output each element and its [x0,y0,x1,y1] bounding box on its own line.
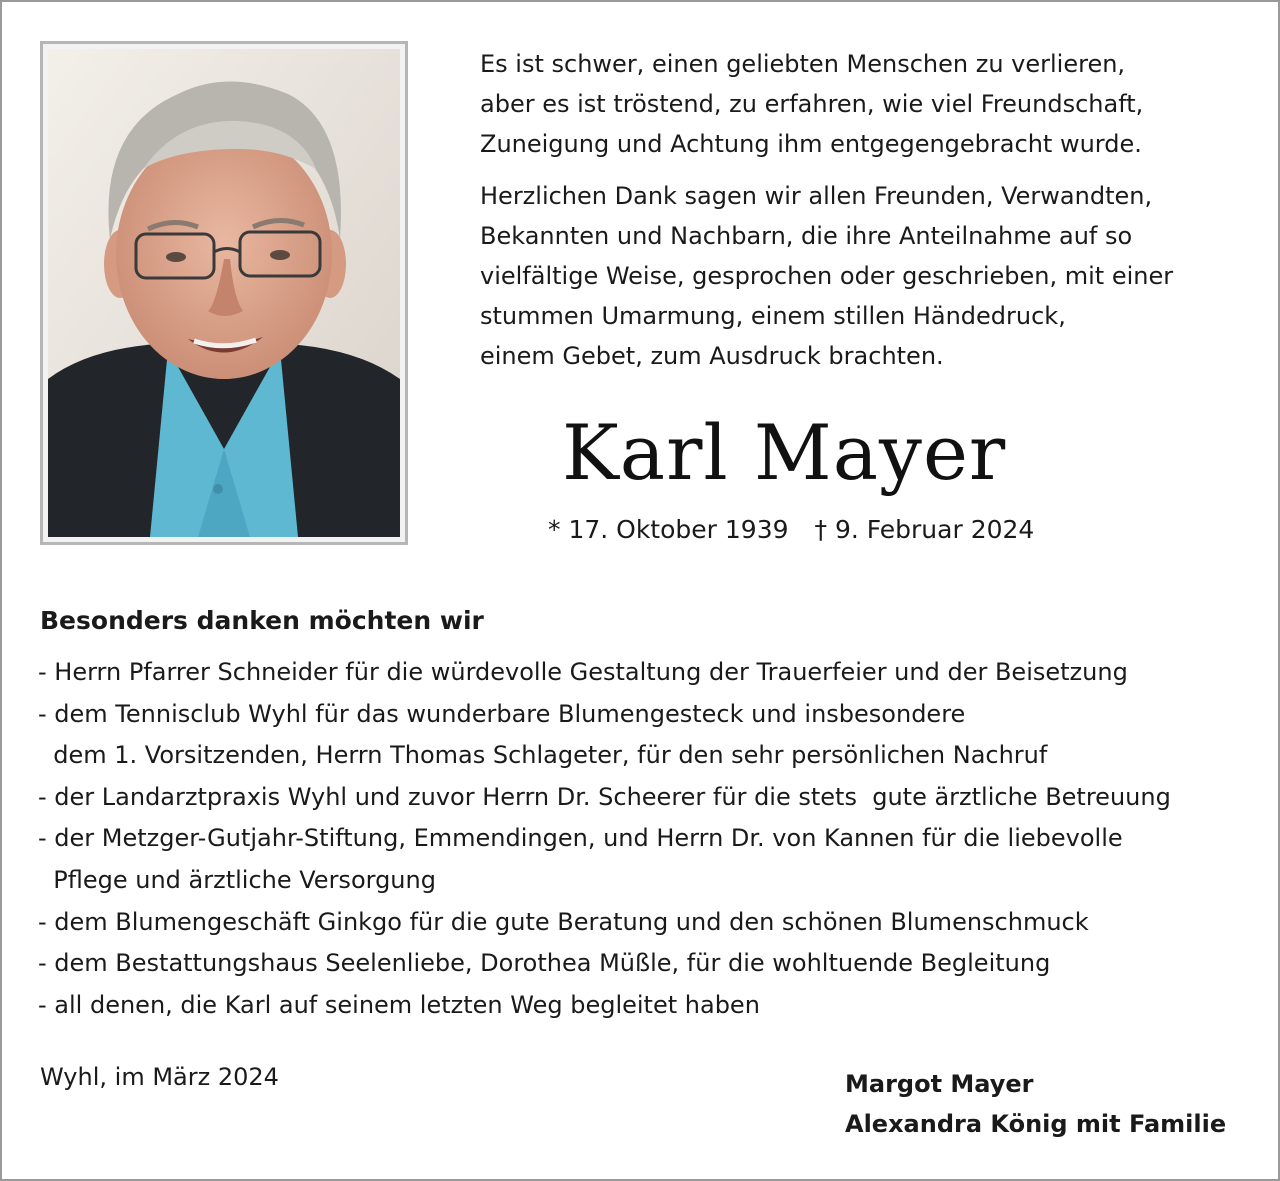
list-item: - Herrn Pfarrer Schneider für die würdevolle Gestaltung der Trauerfeier und der Beisetzung [38,658,1128,686]
list-item: - dem Blumengeschäft Ginkgo für die gute Beratung und den schönen Blumenschmuck [38,907,1089,936]
intro-line: Herzlichen Dank sagen wir allen Freunden, Verwandten, [480,182,1153,210]
list-item: - all denen, die Karl auf seinem letzten Weg begleitet haben [38,990,760,1019]
place-date: Wyhl, im März 2024 [40,1063,279,1091]
list-item: - der Metzger-Gutjahr-Stiftung, Emmendingen, und Herrn Dr. von Kannen für die liebevolle [38,824,1123,853]
list-item: - dem Tennisclub Wyhl für das wunderbare Blumengesteck und insbesondere [38,699,966,728]
portrait-photo [40,41,408,545]
thanks-list [38,652,1248,1026]
intro-text [480,44,1250,376]
signature-name: Margot Mayer [845,1070,1034,1098]
intro-line: aber es ist tröstend, zu erfahren, wie viel Freundschaft, [480,90,1144,118]
life-dates [548,515,1034,544]
thanks-heading: Besonders danken möchten wir [40,606,484,635]
list-item: - dem Bestattungshaus Seelenliebe, Dorothea Müßle, für die wohltuende Begleitung [38,949,1051,978]
intro-line: Bekannten und Nachbarn, die ihre Anteilnahme auf so [480,222,1133,250]
birth-date: * 17. Oktober 1939 [548,515,789,544]
portrait-image [48,49,400,537]
list-item: dem 1. Vorsitzenden, Herrn Thomas Schlageter, für den sehr persönlichen Nachruf [38,741,1048,770]
list-item: - der Landarztpraxis Wyhl und zuvor Herrn Dr. Scheerer für die stets gute ärztliche Betreuung [38,782,1171,811]
intro-line: Es ist schwer, einen geliebten Menschen zu verlieren, [480,50,1126,78]
intro-line: vielfältige Weise, gesprochen oder geschrieben, mit einer [480,262,1174,290]
signature-name: Alexandra König mit Familie [845,1110,1227,1138]
death-date: † 9. Februar 2024 [814,515,1035,544]
signatures [845,1064,1226,1144]
list-item: Pflege und ärztliche Versorgung [38,865,436,894]
intro-line: einem Gebet, zum Ausdruck brachten. [480,342,944,370]
deceased-name: Karl Mayer [562,408,1007,497]
intro-line: Zuneigung und Achtung ihm entgegengebracht wurde. [480,130,1142,158]
intro-line: stummen Umarmung, einem stillen Händedruck, [480,302,1066,330]
